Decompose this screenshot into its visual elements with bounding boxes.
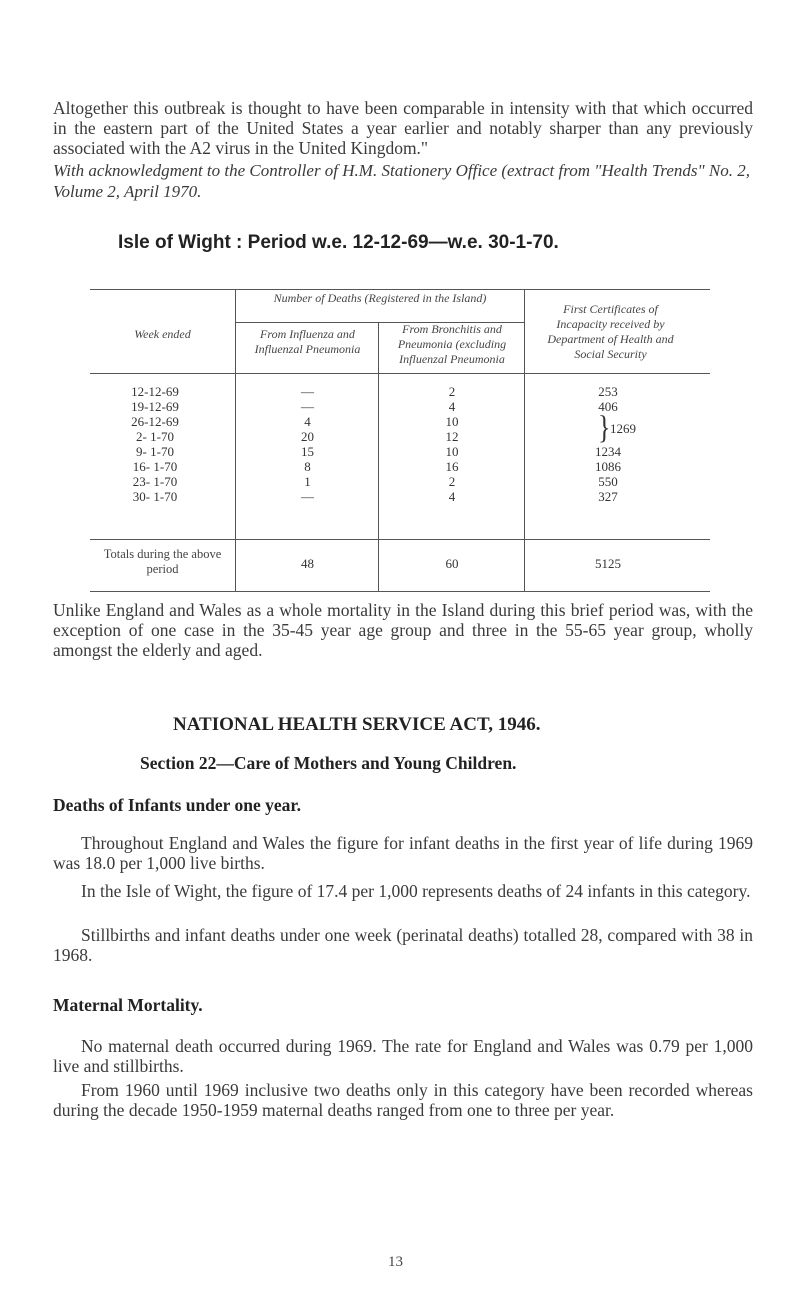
totals-top-rule xyxy=(90,539,710,540)
table-title: Isle of Wight : Period w.e. 12-12-69—w.e. 30-1-70. xyxy=(118,232,559,253)
intro-paragraph: Altogether this outbreak is thought to have been comparable in intensity with that which occurred in the eastern part of the United States a year earlier and notably sharper than any previously associated with the A2 virus in the United Kingdom." xyxy=(53,98,753,158)
acknowledgment-note: With acknowledgment to the Controller of H.M. Stationery Office (extract from "Health Trends" No. 2, Volume 2, April 1970. xyxy=(53,161,751,201)
influenza-column xyxy=(240,384,375,504)
table-bottom-rule xyxy=(90,591,710,592)
influenza-cell: — xyxy=(301,489,314,504)
week-cell: 9- 1-70 xyxy=(136,444,174,459)
bronchitis-cell: 10 xyxy=(445,414,459,429)
influenza-cell: — xyxy=(301,399,314,414)
header-deaths-group: Number of Deaths (Registered in the Island) xyxy=(273,291,487,305)
certificates-cell: 253 xyxy=(598,384,618,399)
influenza-cell: 4 xyxy=(304,414,311,429)
section-title: Section 22—Care of Mothers and Young Children. xyxy=(140,753,517,773)
mortality-paragraph: Unlike England and Wales as a whole mortality in the Island during this brief period was, with the exception of one case in the 35-45 year age group and three in the 55-65 year group, wholly amongst the elderly and aged. xyxy=(53,600,753,660)
maternal-paragraph-1: No maternal death occurred during 1969. The rate for England and Wales was 0.79 per 1,000 live and stillbirths. xyxy=(53,1036,753,1076)
bronchitis-cell: 16 xyxy=(445,459,459,474)
infant-deaths-paragraph-1: Throughout England and Wales the figure for infant deaths in the first year of life during 1969 was 18.0 per 1,000 live births. xyxy=(53,833,753,873)
totals-label: Totals during the above period xyxy=(103,547,222,576)
certificates-cell: 1234 xyxy=(595,444,621,459)
totals-certificates: 5125 xyxy=(595,556,621,571)
bronchitis-cell: 4 xyxy=(448,489,456,504)
bracket-brace: } xyxy=(598,409,611,446)
totals-bronchitis: 60 xyxy=(445,556,459,571)
maternal-paragraph-2: From 1960 until 1969 inclusive two deaths only in this category have been recorded whereas during the decade 1950-1959 maternal deaths ranged from one to three per year. xyxy=(53,1080,753,1120)
table-top-rule xyxy=(90,289,710,290)
column-divider-3 xyxy=(524,289,525,592)
influenza-cell: 8 xyxy=(304,459,311,474)
week-cell: 30- 1-70 xyxy=(132,489,178,504)
bronchitis-column xyxy=(382,384,522,504)
header-certificates: First Certificates of Incapacity received by Department of Health and Social Security xyxy=(547,302,674,361)
influenza-cell: 20 xyxy=(301,429,314,444)
week-cell: 23- 1-70 xyxy=(132,474,178,489)
week-cell: 16- 1-70 xyxy=(132,459,178,474)
deaths-table xyxy=(90,289,710,592)
column-divider-1 xyxy=(235,289,236,592)
influenza-cell: 1 xyxy=(304,474,311,489)
column-divider-2 xyxy=(378,322,379,592)
bronchitis-cell: 10 xyxy=(445,444,459,459)
influenza-cell: — xyxy=(301,384,314,399)
header-bottom-rule xyxy=(90,373,710,374)
week-cell: 2- 1-70 xyxy=(136,429,174,444)
infant-deaths-paragraph-2: In the Isle of Wight, the figure of 17.4 per 1,000 represents deaths of 24 infants in this category. xyxy=(81,881,751,901)
infant-deaths-heading: Deaths of Infants under one year. xyxy=(53,795,301,815)
totals-influenza: 48 xyxy=(301,556,314,571)
infant-deaths-paragraph-3: Stillbirths and infant deaths under one week (perinatal deaths) totalled 28, compared with 38 in 1968. xyxy=(53,925,753,965)
certificates-cell: 550 xyxy=(598,474,618,489)
week-cell: 26-12-69 xyxy=(131,414,179,429)
week-cell: 12-12-69 xyxy=(131,384,179,399)
header-influenza: From Influenza and Influenzal Pneumonia xyxy=(254,327,361,356)
certificates-cell: 406 xyxy=(598,399,618,414)
bracketed-certificates: 1269 xyxy=(610,421,636,436)
maternal-mortality-heading: Maternal Mortality. xyxy=(53,995,203,1015)
week-column xyxy=(90,384,220,504)
act-title: NATIONAL HEALTH SERVICE ACT, 1946. xyxy=(173,714,541,735)
header-bronchitis: From Bronchitis and Pneumonia (excluding Influenzal Pneumonia xyxy=(397,322,507,366)
bronchitis-cell: 2 xyxy=(448,474,456,489)
certificates-cell: 327 xyxy=(598,489,618,504)
page-number: 13 xyxy=(388,1254,403,1270)
bronchitis-cell: 12 xyxy=(445,429,459,444)
week-cell: 19-12-69 xyxy=(131,399,179,414)
bronchitis-cell: 2 xyxy=(448,384,456,399)
influenza-cell: 15 xyxy=(301,444,314,459)
certificates-cell: 1086 xyxy=(595,459,621,474)
header-week-ended: Week ended xyxy=(134,327,191,341)
bronchitis-cell: 4 xyxy=(448,399,456,414)
